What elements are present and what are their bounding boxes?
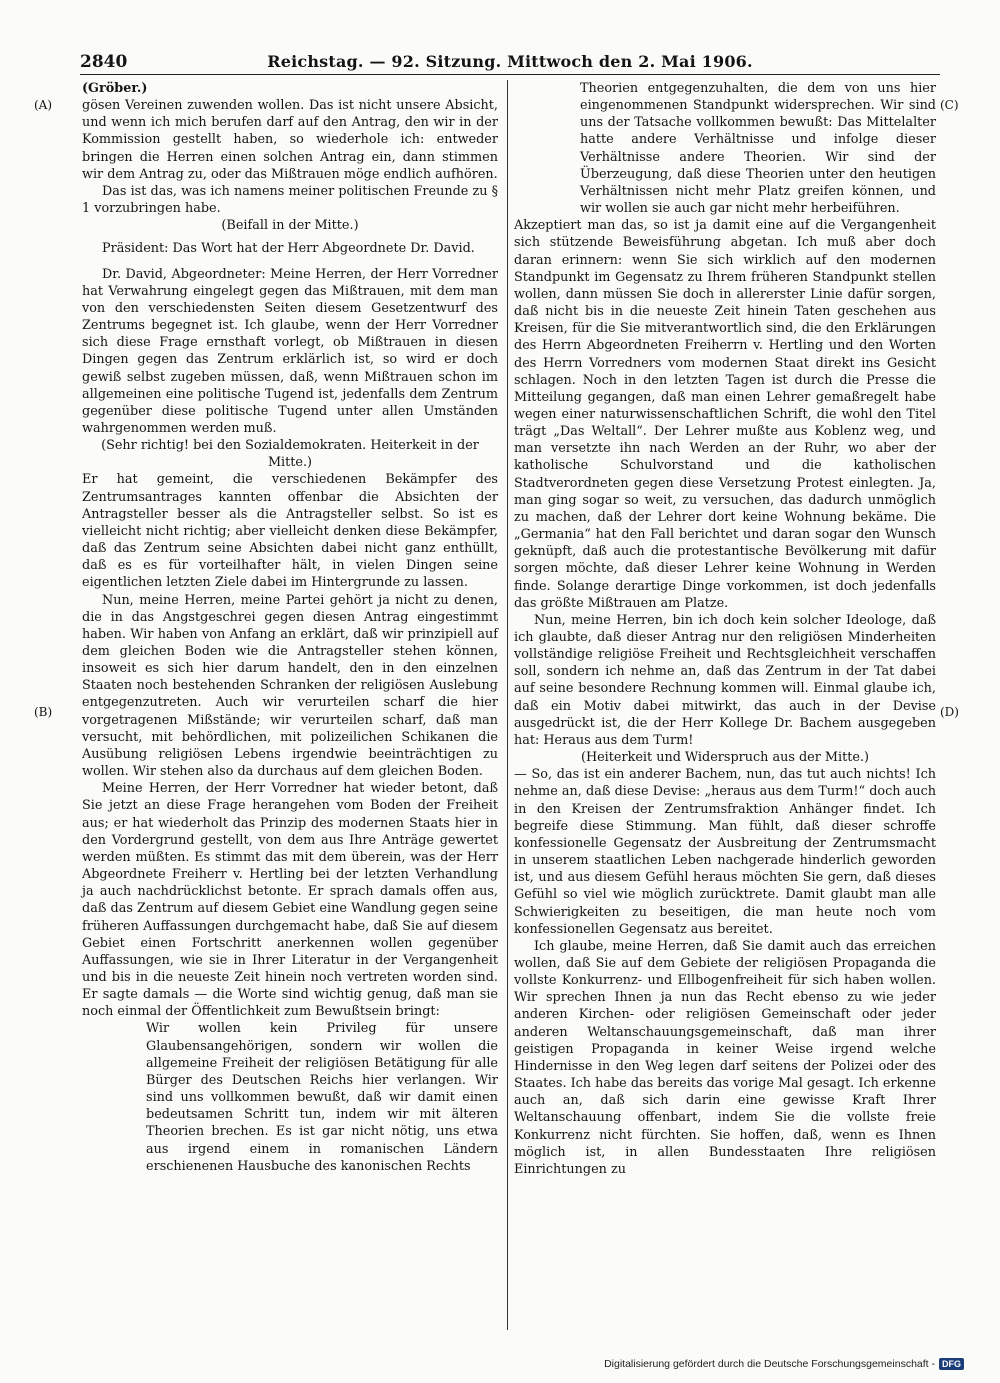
footer: [604, 1358, 964, 1370]
speech-paragraph: Nun, meine Herren, meine Partei gehört ja nicht zu denen, die in das Angstgeschrei gegen diesen Antrag eingestimmt haben. Wir haben von Anfang an erklärt, daß wir prinzipiell auf dem gleichen Boden wie die Antragsteller stehen können, insoweit es sich hier darum handelt, den in den einzelnen Staaten noch bestehenden Schranken der religiösen Auslebung entgegenzutreten. Auch wir verurteilen scharf die hier vorgetragenen Mißstände; wir verurteilen scharf, daß man versucht, mit behördlichen, mit polizeilichen Schikanen die Ausübung religiösen Lebens irgendwie beeinträchtigen zu wollen. Wir stehen also da durchaus auf dem gleichen Boden.: [82, 592, 498, 780]
margin-mark-b: (B): [34, 705, 53, 719]
quotation: Theorien entgegenzuhalten, die dem von uns hier eingenommenen Standpunkt widersprechen. Wir sind uns der Tatsache vollkommen bewußt: Das Mittelalter hatte andere Verhältnisse und infolge dieser Verhältnisse andere Theorien. Wir sind der Überzeugung, daß diese Theorien unter den heutigen Verhältnissen nicht mehr Platz greifen können, und wir wollen sie auch gar nicht mehr herbeiführen.: [580, 81, 936, 217]
speech-paragraph: Akzeptiert man das, so ist ja damit eine auf die Vergangenheit sich stützende Beweisführung abgetan. Ich muß aber doch daran erinnern: wenn Sie sich wirklich auf den modernen Standpunkt im Gegensatz zu Ihrem früheren Standpunkt stellen wollen, dann müssen Sie doch in allererster Linie dafür sorgen, daß nicht bis in die neueste Zeit hinein Taten geschehen aus Kreisen, für die Sie mitverantwortlich sind, die den Erklärungen des Herrn Abgeordneten Freiherrn v. Hertling und den Worten des Herrn Vorredners vom modernen Staat direkt ins Gesicht schlagen. Noch in den letzten Tagen ist durch die Presse die Mitteilung gegangen, daß man einen Lehrer gemaßregelt habe wegen einer naturwissenschaftlichen Schrift, die wohl den Titel trägt „Das Weltall“. Der Lehrer mußte aus Koblenz weg, und man versetzte ihn nach Werden an der Ruhr, wo aber der katholische Schulvorstand und die katholischen Stadtverordneten gegen diese Versetzung Protest einlegten. Ja, man ging sogar so weit, zu versuchen, das dadurch unmöglich zu machen, daß der Lehrer dort keine Wohnung bekäme. Die „Germania“ hat den Fall berichtet und daran sogar den Wunsch geknüpft, daß auch die protestantische Bevölkerung mit dafür sorgen möchte, daß dieser Lehrer keine Wohnung in Werden finde. Solange derartige Dinge vorkommen, ist doch jedenfalls das größte Mißtrauen am Platze.: [514, 218, 936, 611]
paragraph: gösen Vereinen zuwenden wollen. Das ist nicht unsere Absicht, und wenn ich mich berufen darf auf den Antrag, den wir in der Kommission gestellt haben, so wiederhole ich: entweder bringen die Herren einen solchen Antrag ein, dann stimmen wir dem Antrag zu, oder das Mißtrauen möge endlich aufhören.: [82, 98, 498, 182]
interjection: (Beifall in der Mitte.): [221, 218, 359, 234]
interjection: (Heiterkeit und Widerspruch aus der Mitte.): [580, 750, 870, 766]
header-rule: [80, 74, 940, 75]
right-column: [514, 80, 936, 1178]
left-column: [82, 80, 498, 1175]
speech-paragraph: Nun, meine Herren, bin ich doch kein solcher Ideologe, daß ich glaubte, daß dieser Antrag nur den religiösen Minderheiten vollständige religiöse Freiheit und Rechtsgleichheit verschaffen soll, sondern ich nehme an, daß das Zentrum in der Tat dabei auf seine besondere Rechnung kommen will. Einmal glaube ich, daß ein Motiv dabei mitwirkt, das auch in der Devise ausgedrückt ist, die der Herr Kollege Dr. Bachem ausgegeben hat: Heraus aus dem Turm!: [514, 612, 936, 748]
margin-mark-d: (D): [940, 705, 959, 719]
column-divider: [507, 80, 508, 1330]
interjection: (Sehr richtig! bei den Sozialdemokraten. Heiterkeit in der Mitte.): [101, 438, 479, 471]
speaker-tag: (Gröber.): [82, 81, 148, 96]
quotation: Wir wollen kein Privileg für unsere Glaubensangehörigen, sondern wir wollen die allgemeine Freiheit der religiösen Betätigung für alle Bürger des Deutschen Reichs hier verlangen. Wir sind uns vollkommen bewußt, daß wir damit einen bedeutsamen Schritt tun, indem wir mit älteren Theorien brechen. Es ist gar nicht nötig, uns etwa aus irgend einem in romanischen Ländern erschienenen Hausbuche des kanonischen Rechts: [146, 1021, 498, 1174]
speech-paragraph: Meine Herren, der Herr Vorredner hat wieder betont, daß Sie jetzt an diese Frage herangehen vom Boden der Freiheit aus; er hat wiederholt das Prinzip des modernen Staats hier in den Vordergrund gestellt, von dem aus Ihre Anträge gewertet werden müßten. Es stimmt das mit dem überein, was der Herr Abgeordnete Freiherr v. Hertling bei der letzten Verhandlung ja auch nachdrücklichst betonte. Er sprach damals offen aus, daß das Zentrum auf diesem Gebiet eine Wandlung gegen seine früheren Auffassungen durchgemacht habe, daß Sie auf diesem Gebiet einen Fortschritt anerkennen wollen gegenüber Auffassungen, wie sie in Ihrer Literatur in der Vergangenheit und bis in die neueste Zeit hinein noch vertreten worden sind. Er sagte damals — die Worte sind wichtig genug, daß man sie noch einmal der Öffentlichkeit zum Bewußtsein bringt:: [82, 781, 498, 1020]
page-number: 2840: [80, 52, 128, 72]
dfg-logo: DFG: [939, 1358, 964, 1370]
paragraph: Das ist das, was ich namens meiner politischen Freunde zu § 1 vorzubringen habe.: [82, 183, 498, 217]
page-header: [80, 52, 940, 74]
running-title: Reichstag. — 92. Sitzung. Mittwoch den 2. Mai 1906.: [267, 52, 753, 71]
speech-paragraph: Ich glaube, meine Herren, daß Sie damit auch das erreichen wollen, daß Sie auf dem Gebiete der religiösen Propaganda die vollste Konkurrenz- und Ellbogenfreiheit für sich haben wollen. Wir sprechen Ihnen ja nun das Recht ebenso zu wie jeder anderen Kirchen- oder religiösen Gemeinschaft oder jeder anderen Weltanschauungsgemeinschaft, daß man ihrer geistigen Propaganda in keiner Weise irgend welche Hindernisse in den Weg legen darf seitens der Polizei oder des Staates. Ich habe das bereits das vorige Mal gesagt. Ich erkenne auch an, daß sich darin eine gewisse Kraft Ihrer Weltanschauung offenbart, indem Sie die vollste freie Konkurrenz nicht fürchten. Sie hoffen, daß, wenn es Ihnen möglich ist, in allen Bundesstaaten Ihre religiösen Einrichtungen zu: [514, 938, 936, 1177]
footer-credit: Digitalisierung gefördert durch die Deutsche Forschungsgemeinschaft -: [604, 1358, 935, 1370]
speech-paragraph: Dr. David, Abgeordneter: Meine Herren, der Herr Vorredner hat Verwahrung eingelegt gegen das Mißtrauen, mit dem man von den verschiedensten Seiten diesem Gesetzentwurf des Zentrums begegnet ist. Ich glaube, wenn der Herr Vorredner sich diese Frage ernsthaft vorlegt, ob Mißtrauen in diesen Dingen gegen das Zentrum erklärlich ist, so wird er doch gewiß selbst zugeben müssen, daß, wenn Mißtrauen schon im allgemeinen eine politische Tugend ist, jedenfalls dem Zentrum gegenüber diese politische Tugend unter allen Umständen wahrgenommen werden muß.: [82, 266, 498, 436]
margin-mark-a: (A): [34, 98, 53, 112]
speech-paragraph: — So, das ist ein anderer Bachem, nun, das tut auch nichts! Ich nehme an, daß diese Devise: „heraus aus dem Turm!“ doch auch in den Kreisen der Zentrumsfraktion Anhänger findet. Ich begreife diese Stimmung. Man fühlt, daß dieser schroffe konfessionelle Gegensatz der Ausbreitung der Zentrumsmacht in unserem staatlichen Leben nachgerade hinderlich geworden ist, und aus diesem Gefühl heraus möchten Sie gern, daß dieses Gefühl so viel wie möglich zurücktrete. Damit glaubt man alle Schwierigkeiten zu beseitigen, die man heute noch vom konfessionellen Gegensatz aus bereitet.: [514, 767, 936, 937]
president-statement: Präsident: Das Wort hat der Herr Abgeordnete Dr. David.: [102, 241, 475, 257]
margin-mark-c: (C): [940, 98, 959, 112]
speech-paragraph: Er hat gemeint, die verschiedenen Bekämpfer des Zentrumsantrages kannten offenbar die Absichten der Antragsteller besser als die Antragsteller selbst. So ist es vielleicht nicht richtig; aber vielleicht denken diese Bekämpfer, daß das Zentrum seine Absichten dabei nicht ganz enthüllt, daß es es für vorteilhafter hält, in vielen Dingen seine eigentlichen letzten Ziele dabei im Hintergrunde zu lassen.: [82, 472, 498, 591]
